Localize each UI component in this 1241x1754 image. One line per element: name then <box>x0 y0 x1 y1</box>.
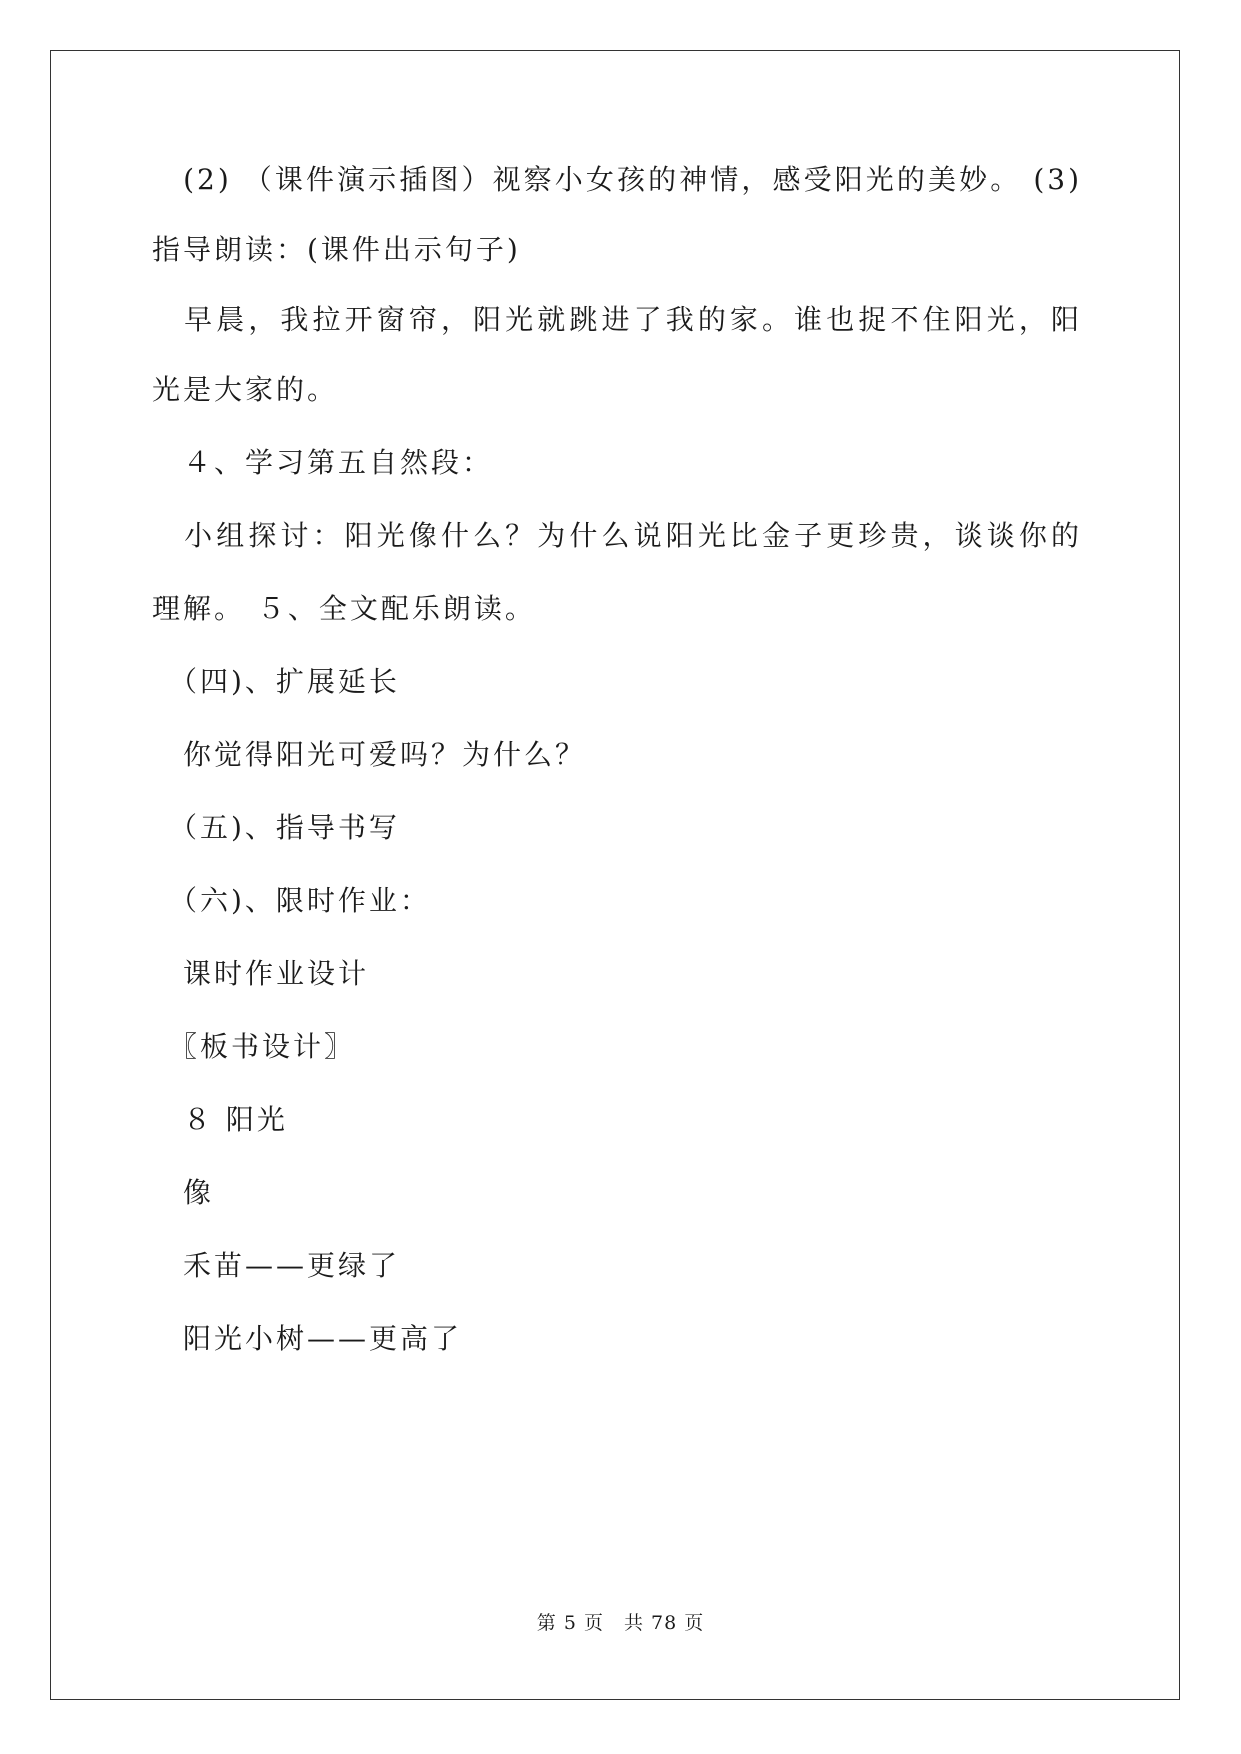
text-line-5: ４、学习第五自然段： <box>152 446 494 479</box>
text-line-8: （四)、扩展延长 <box>152 665 400 698</box>
text-line-14: ８ 阳光 <box>152 1103 288 1136</box>
text-line-12: 课时作业设计 <box>152 957 370 990</box>
text-line-4: 光是大家的。 <box>152 373 339 406</box>
text-line-15: 像 <box>152 1176 215 1209</box>
text-line-10: （五)、指导书写 <box>152 811 400 844</box>
page-number-footer: 第 5 页 共 78 页 <box>536 1612 705 1634</box>
text-line-6: 小组探讨：阳光像什么？为什么说阳光比金子更珍贵，谈谈你的 <box>152 519 1082 552</box>
text-line-16: 禾苗——更绿了 <box>152 1249 401 1282</box>
text-line-9: 你觉得阳光可爱吗？为什么？ <box>152 738 587 771</box>
text-line-7: 理解。 ５、全文配乐朗读。 <box>152 592 536 625</box>
page-border <box>50 50 1180 1700</box>
text-line-13: 〖板书设计〗 <box>152 1030 356 1063</box>
text-line-1: (2) （课件演示插图）视察小女孩的神情，感受阳光的美妙。 (3) <box>152 163 1082 196</box>
text-line-17: 阳光小树——更高了 <box>152 1322 463 1355</box>
text-line-2: 指导朗读：(课件出示句子) <box>152 233 521 266</box>
text-line-3: 早晨，我拉开窗帘，阳光就跳进了我的家。谁也捉不住阳光，阳 <box>152 303 1082 336</box>
text-line-11: （六)、限时作业： <box>152 884 431 917</box>
